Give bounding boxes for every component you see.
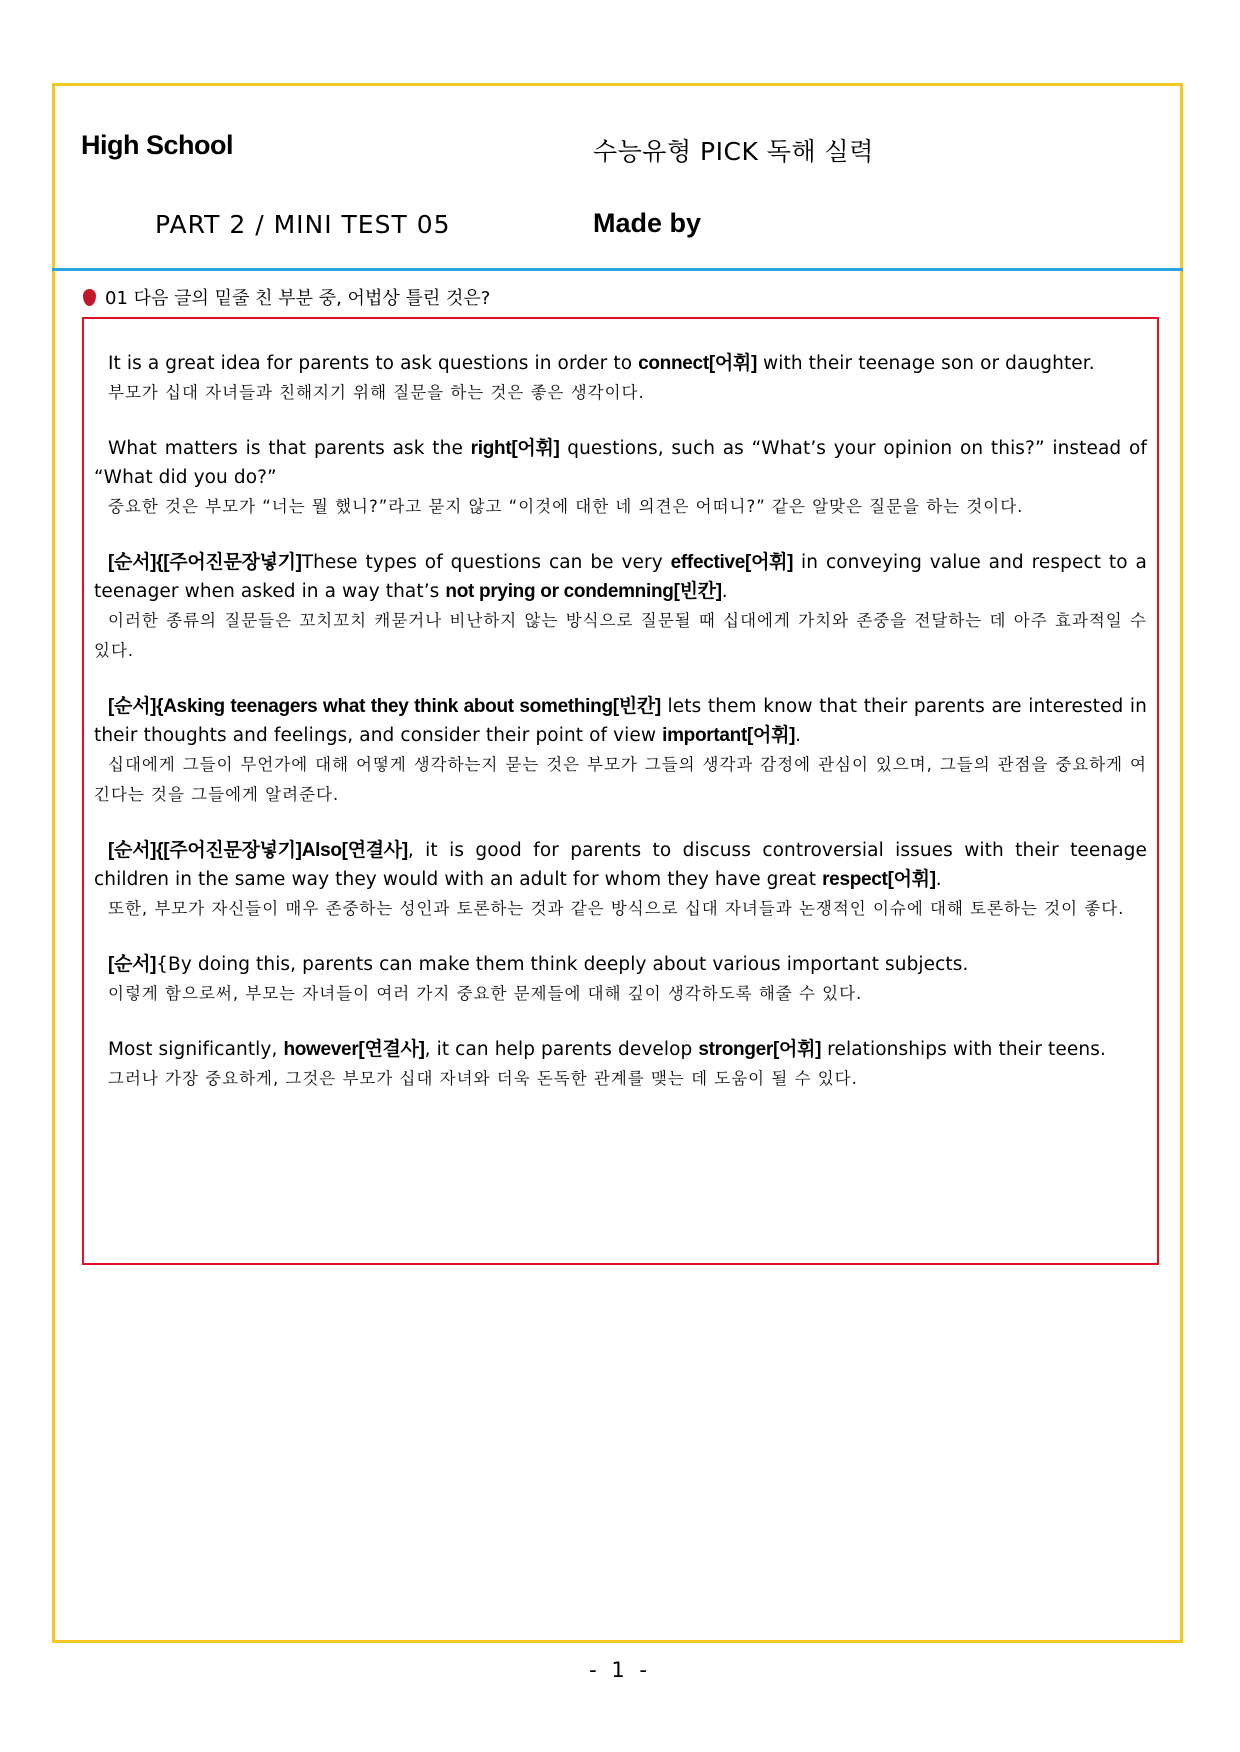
sentence-text: . bbox=[721, 581, 728, 602]
series-title: 수능유형 PICK 독해 실력 bbox=[593, 137, 874, 166]
english-sentence bbox=[94, 349, 1147, 378]
question-prompt bbox=[83, 284, 490, 310]
paragraph-4 bbox=[94, 692, 1147, 810]
page-frame bbox=[52, 83, 1183, 1643]
paragraph-2 bbox=[94, 434, 1147, 522]
sentence-text: , it can help parents develop bbox=[424, 1039, 699, 1060]
english-sentence bbox=[94, 1035, 1147, 1064]
sentence-text: relationships with their teens. bbox=[821, 1039, 1106, 1060]
korean-translation: 또한, 부모가 자신들이 매우 존중하는 성인과 토론하는 것과 같은 방식으로 십대 자녀들과 논쟁적인 이슈에 대해 토론하는 것이 좋다. bbox=[108, 899, 1125, 918]
sentence-text: . bbox=[935, 869, 942, 890]
sentence-text: questions, such as “What’s your opinion on this?” instead of “What did you do?” bbox=[94, 438, 1147, 488]
english-sentence bbox=[94, 836, 1147, 894]
korean-translation: 중요한 것은 부모가 “너는 뭘 했니?”라고 묻지 않고 “이것에 대한 네 의견은 어떠니?” 같은 알맞은 질문을 하는 것이다. bbox=[108, 497, 1024, 516]
made-by-label: Made by bbox=[593, 208, 702, 238]
korean-translation: 그러나 가장 중요하게, 그것은 부모가 십대 자녀와 더욱 돈독한 관계를 맺는 데 도움이 될 수 있다. bbox=[108, 1069, 858, 1088]
english-sentence bbox=[94, 692, 1147, 750]
sentence-text: . bbox=[795, 725, 802, 746]
tagged-word: [순서]{[주어진문장넣기]Also[연결사] bbox=[108, 840, 408, 861]
sentence-text: Most significantly, bbox=[108, 1039, 284, 1060]
korean-translation: 부모가 십대 자녀들과 친해지기 위해 질문을 하는 것은 좋은 생각이다. bbox=[108, 383, 645, 402]
paragraph-6 bbox=[94, 950, 1147, 1009]
passage-box bbox=[82, 317, 1159, 1265]
school-level: High School bbox=[81, 130, 233, 160]
sentence-text: in conveying value and respect to a teenager when asked in a way that’s bbox=[94, 552, 1147, 602]
tagged-word: respect[어휘] bbox=[822, 869, 936, 890]
tagged-word: stronger[어휘] bbox=[698, 1039, 822, 1060]
english-sentence bbox=[94, 950, 1147, 979]
tagged-word: important[어휘] bbox=[662, 725, 796, 746]
tagged-word: not prying or condemning[빈칸] bbox=[445, 581, 722, 602]
korean-translation: 십대에게 그들이 무언가에 대해 어떻게 생각하는지 묻는 것은 부모가 그들의 생각과 감정에 관심이 있으며, 그들의 관점을 중요하게 여긴다는 것을 그들에게 알려준다. bbox=[94, 755, 1147, 804]
paragraph-5 bbox=[94, 836, 1147, 924]
sentence-text: , it is good for parents to discuss controversial issues with their teenage children in the same way they would with an adult for whom they have great bbox=[94, 840, 1147, 890]
tagged-word: connect[어휘] bbox=[638, 353, 758, 374]
sentence-text: These types of questions can be very bbox=[301, 552, 671, 573]
paragraph-1 bbox=[94, 349, 1147, 408]
question-text: 01 다음 글의 밑줄 친 부분 중, 어법상 틀린 것은? bbox=[105, 288, 491, 309]
sentence-text: It is a great idea for parents to ask questions in order to bbox=[108, 353, 639, 374]
paragraph-3 bbox=[94, 548, 1147, 666]
tagged-word: [순서]{[주어진문장넣기] bbox=[108, 552, 302, 573]
english-sentence bbox=[94, 434, 1147, 492]
tagged-word: effective[어휘] bbox=[670, 552, 794, 573]
korean-translation: 이러한 종류의 질문들은 꼬치꼬치 캐묻거나 비난하지 않는 방식으로 질문될 때 십대에게 가치와 존중을 전달하는 데 아주 효과적일 수 있다. bbox=[94, 611, 1147, 660]
tagged-word: [순서] bbox=[108, 954, 157, 975]
paragraph-7 bbox=[94, 1035, 1147, 1094]
tagged-word: right[어휘] bbox=[470, 438, 560, 459]
sentence-text: What matters is that parents ask the bbox=[108, 438, 471, 459]
bullet-icon bbox=[83, 289, 96, 306]
sentence-text: lets them know that their parents are interested in their thoughts and feelings, and consider their point of view bbox=[94, 696, 1147, 746]
header-divider bbox=[52, 268, 1183, 271]
header bbox=[55, 86, 1180, 271]
sentence-text: with their teenage son or daughter. bbox=[757, 353, 1095, 374]
sentence-text: {By doing this, parents can make them think deeply about various important subjects. bbox=[156, 954, 969, 975]
tagged-word: [순서]{Asking teenagers what they think about something[빈칸] bbox=[108, 696, 661, 717]
korean-translation: 이렇게 함으로써, 부모는 자녀들이 여러 가지 중요한 문제들에 대해 깊이 생각하도록 해줄 수 있다. bbox=[108, 984, 863, 1003]
page-number: - 1 - bbox=[589, 1658, 651, 1682]
tagged-word: however[연결사] bbox=[283, 1039, 425, 1060]
test-part-label: PART 2 / MINI TEST 05 bbox=[155, 210, 451, 239]
english-sentence bbox=[94, 548, 1147, 606]
